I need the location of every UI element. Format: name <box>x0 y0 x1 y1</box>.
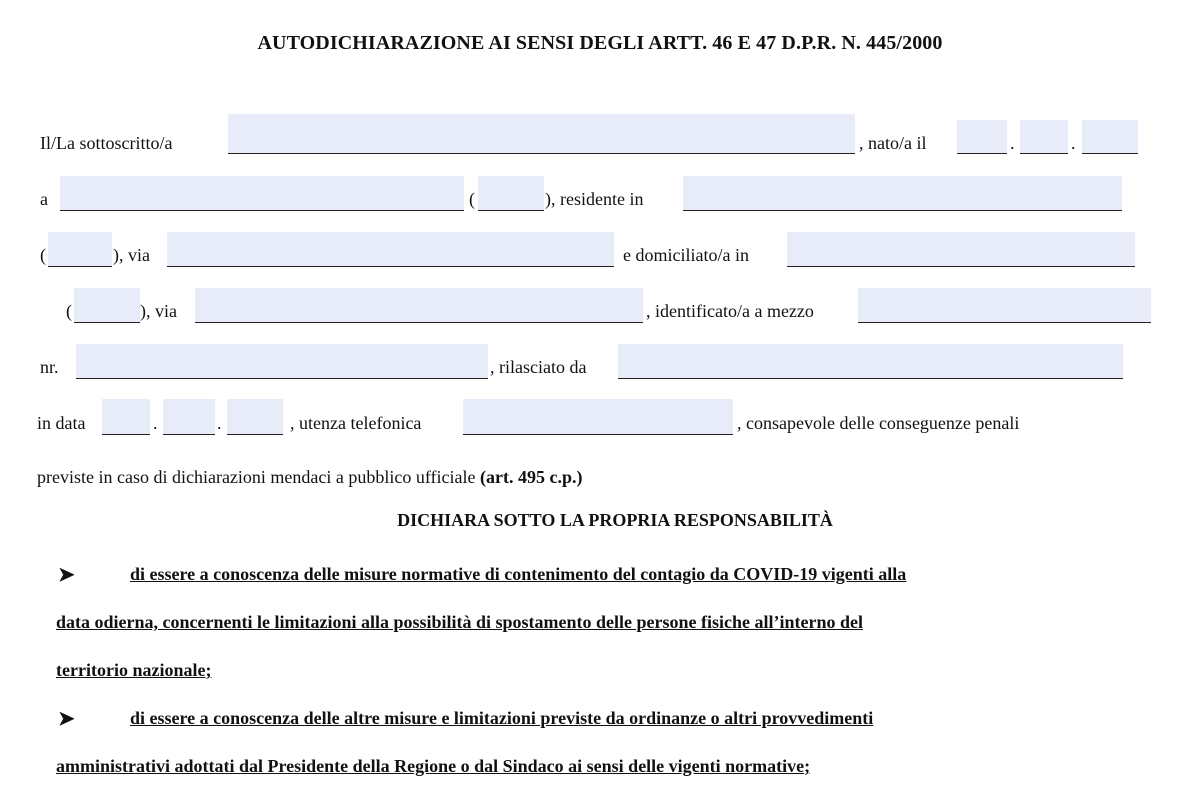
id-number-field[interactable] <box>76 344 488 379</box>
previste-text <box>37 466 583 488</box>
utenza-label: , utenza telefonica <box>290 413 422 433</box>
declaration-1-line-2: data odierna, concernenti le limitazioni alla possibilità di spostamento delle persone fisiche all’interno del <box>56 612 863 632</box>
consapevole-label: , consapevole delle conseguenze penali <box>737 413 1020 433</box>
sottoscritto-label: Il/La sottoscritto/a <box>40 133 173 153</box>
nato-il-label: , nato/a il <box>859 133 927 153</box>
via-label: ), via <box>140 301 177 321</box>
residence-province-field[interactable] <box>48 232 112 267</box>
prov-open: ( <box>66 301 72 321</box>
phone-field[interactable] <box>463 399 733 435</box>
semicolon: ; <box>205 660 212 680</box>
art-ref: (art. 495 c.p.) <box>480 467 583 487</box>
date-sep: . <box>217 413 222 433</box>
domicile-street-field[interactable] <box>195 288 643 323</box>
issue-year-field[interactable] <box>227 399 283 435</box>
declaration-1-line-1: di essere a conoscenza delle misure normative di contenimento del contagio da COVID-19 vigenti alla <box>130 564 907 584</box>
issue-month-field[interactable] <box>163 399 215 435</box>
via-label: ), via <box>113 245 150 265</box>
semicolon: ; <box>804 756 811 776</box>
prov-open: ( <box>469 189 475 209</box>
birth-year-field[interactable] <box>1082 120 1138 154</box>
declaration-1-line-3 <box>56 660 211 681</box>
date-sep: . <box>1071 133 1076 153</box>
rilasciato-label: , rilasciato da <box>490 357 587 377</box>
declaration-2-line-1: di essere a conoscenza delle altre misure e limitazioni previste da ordinanze o altri provvedimenti <box>130 708 874 728</box>
birthplace-field[interactable] <box>60 176 464 211</box>
id-document-type-field[interactable] <box>858 288 1151 323</box>
a-label: a <box>40 189 48 209</box>
nr-label: nr. <box>40 357 59 377</box>
birth-day-field[interactable] <box>957 120 1007 154</box>
bullet-arrow-icon: ➤ <box>58 708 75 730</box>
in-data-label: in data <box>37 413 86 433</box>
date-sep: . <box>153 413 158 433</box>
prov-open: ( <box>40 245 46 265</box>
issued-by-field[interactable] <box>618 344 1123 379</box>
previste-text-body: previste in caso di dichiarazioni mendaci a pubblico ufficiale <box>37 467 481 487</box>
birth-province-field[interactable] <box>478 176 544 211</box>
domiciliato-label: e domiciliato/a in <box>623 245 749 265</box>
residence-street-field[interactable] <box>167 232 614 267</box>
birth-month-field[interactable] <box>1020 120 1068 154</box>
residente-label: ), residente in <box>545 189 644 209</box>
declaration-1-text: territorio nazionale <box>56 660 206 680</box>
residence-city-field[interactable] <box>683 176 1122 211</box>
issue-day-field[interactable] <box>102 399 150 435</box>
dichiara-heading: DICHIARA SOTTO LA PROPRIA RESPONSABILITÀ <box>397 510 833 530</box>
declaration-2-line-2 <box>56 756 810 777</box>
name-field[interactable] <box>228 114 855 154</box>
identificato-label: , identificato/a a mezzo <box>646 301 814 321</box>
bullet-arrow-icon: ➤ <box>58 564 75 586</box>
declaration-2-text: amministrativi adottati dal Presidente della Regione o dal Sindaco ai sensi delle vigenti normative <box>56 756 805 776</box>
date-sep: . <box>1010 133 1015 153</box>
domicile-province-field[interactable] <box>74 288 140 323</box>
domicile-city-field[interactable] <box>787 232 1135 267</box>
document-title: AUTODICHIARAZIONE AI SENSI DEGLI ARTT. 46 E 47 D.P.R. N. 445/2000 <box>257 32 943 54</box>
